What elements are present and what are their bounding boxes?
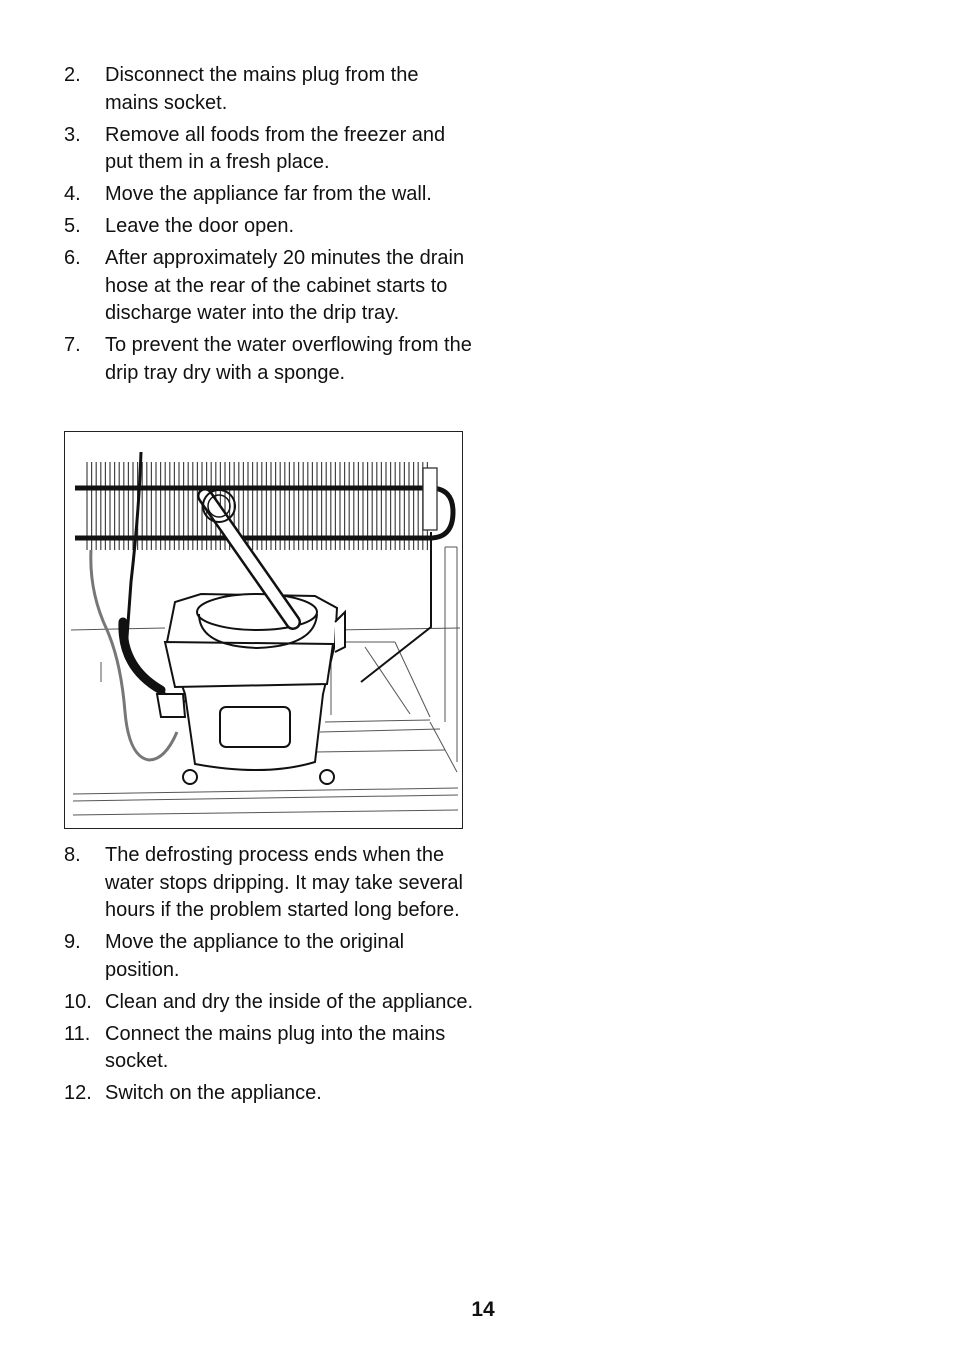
step-number: 10. (64, 990, 92, 1013)
instruction-step (64, 929, 474, 984)
step-number: 12. (64, 1082, 92, 1104)
step-text: The defrosting process ends when the water stops dripping. It may take several hours if the problem started long before. (105, 844, 463, 921)
step-number: 7. (64, 334, 81, 356)
instruction-list-bottom (64, 842, 474, 1112)
step-text: To prevent the water overflowing from the drip tray dry with a sponge. (105, 334, 472, 384)
compressor-drip-tray-drawing (65, 432, 462, 828)
instruction-list-top (64, 62, 474, 392)
instruction-step (64, 989, 474, 1017)
instruction-step (64, 181, 474, 209)
step-number: 8. (64, 844, 81, 866)
step-text: Leave the door open. (105, 215, 295, 237)
step-number: 4. (64, 183, 81, 205)
step-text: Move the appliance far from the wall. (105, 183, 432, 205)
step-number: 3. (64, 123, 81, 146)
step-text: Switch on the appliance. (105, 1082, 322, 1104)
instruction-step (64, 213, 474, 241)
page-number: 14 (471, 1298, 495, 1321)
instruction-step (64, 332, 474, 387)
compressor-drain-illustration (64, 431, 463, 829)
step-text: Move the appliance to the original position. (105, 931, 405, 981)
step-text: After approximately 20 minutes the drain hose at the rear of the cabinet starts to discharge water into the drip tray. (105, 247, 465, 324)
step-number: 2. (64, 64, 81, 86)
step-text: Connect the mains plug into the mains socket. (105, 1022, 446, 1072)
step-number: 9. (64, 931, 81, 953)
step-text: Remove all foods from the freezer and put them in a fresh place. (105, 123, 446, 173)
step-number: 5. (64, 215, 81, 237)
step-number: 11. (64, 1022, 91, 1045)
step-number: 6. (64, 247, 81, 269)
instruction-step (64, 62, 474, 117)
instruction-step (64, 122, 474, 177)
step-text: Clean and dry the inside of the appliance. (105, 990, 474, 1013)
instruction-step (64, 245, 474, 328)
step-text: Disconnect the mains plug from the mains socket. (105, 64, 419, 114)
instruction-step (64, 1080, 474, 1108)
instruction-step (64, 1021, 474, 1076)
instruction-step (64, 842, 474, 925)
